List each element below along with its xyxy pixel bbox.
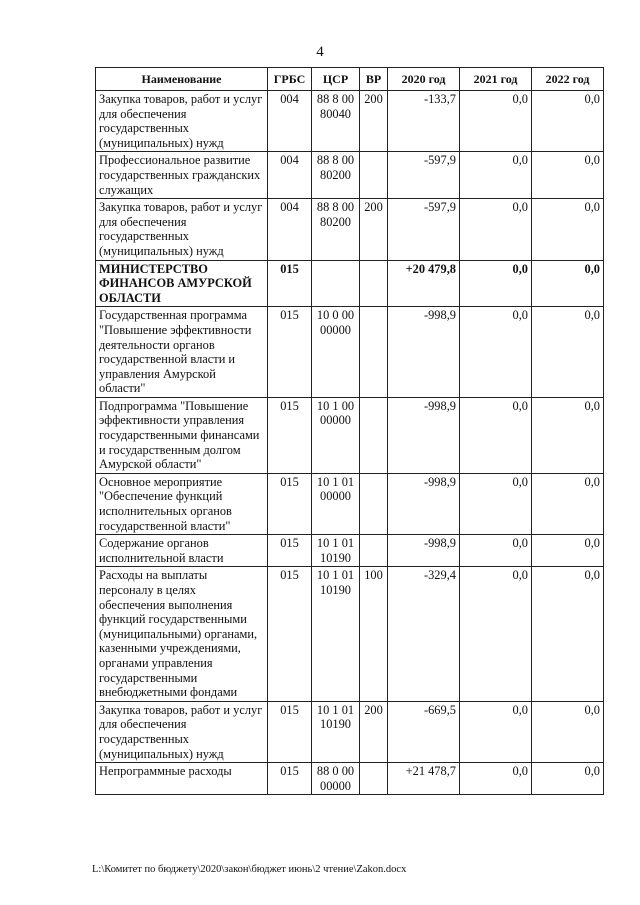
row-2021-cell: 0,0 xyxy=(460,91,532,152)
row-grbs-cell: 015 xyxy=(268,307,312,398)
row-2022-cell: 0,0 xyxy=(532,397,604,473)
row-vr-cell: 200 xyxy=(360,199,388,260)
table-row xyxy=(96,307,604,398)
row-csr-cell: 10 1 01 10190 xyxy=(312,701,360,762)
row-grbs-cell: 015 xyxy=(268,397,312,473)
row-grbs-cell: 015 xyxy=(268,260,312,307)
row-grbs-cell: 015 xyxy=(268,473,312,534)
row-2021-cell: 0,0 xyxy=(460,152,532,199)
table-header-row xyxy=(96,68,604,91)
row-2020-cell: -329,4 xyxy=(388,567,460,701)
row-grbs-cell: 004 xyxy=(268,91,312,152)
row-name-cell: Непрограммные расходы xyxy=(96,763,268,795)
table-row xyxy=(96,535,604,567)
table-row xyxy=(96,397,604,473)
header-2020: 2020 год xyxy=(388,68,460,91)
row-2021-cell: 0,0 xyxy=(460,701,532,762)
row-grbs-cell: 015 xyxy=(268,535,312,567)
row-vr-cell xyxy=(360,763,388,795)
row-csr-cell: 88 8 00 80200 xyxy=(312,199,360,260)
table-row xyxy=(96,91,604,152)
row-csr-cell: 10 1 01 10190 xyxy=(312,535,360,567)
row-vr-cell xyxy=(360,473,388,534)
row-grbs-cell: 015 xyxy=(268,567,312,701)
row-grbs-cell: 004 xyxy=(268,199,312,260)
row-csr-cell: 88 0 00 00000 xyxy=(312,763,360,795)
row-2021-cell: 0,0 xyxy=(460,397,532,473)
header-vr: ВР xyxy=(360,68,388,91)
row-2022-cell: 0,0 xyxy=(532,535,604,567)
row-csr-cell: 88 8 00 80200 xyxy=(312,152,360,199)
row-name-cell: Подпрограмма "Повышение эффективности управления государственными финансами и государственным долгом Амурской области" xyxy=(96,397,268,473)
table-row xyxy=(96,473,604,534)
header-name: Наименование xyxy=(96,68,268,91)
row-2022-cell: 0,0 xyxy=(532,199,604,260)
row-2022-cell: 0,0 xyxy=(532,307,604,398)
header-2022: 2022 год xyxy=(532,68,604,91)
row-csr-cell: 10 1 00 00000 xyxy=(312,397,360,473)
row-2021-cell: 0,0 xyxy=(460,307,532,398)
row-csr-cell: 10 1 01 10190 xyxy=(312,567,360,701)
row-2020-cell: -998,9 xyxy=(388,307,460,398)
table-row xyxy=(96,567,604,701)
row-name-cell: Закупка товаров, работ и услуг для обеспечения государственных (муниципальных) нужд xyxy=(96,701,268,762)
row-2020-cell: -133,7 xyxy=(388,91,460,152)
row-vr-cell xyxy=(360,307,388,398)
row-2021-cell: 0,0 xyxy=(460,473,532,534)
row-name-cell: Профессиональное развитие государственных гражданских служащих xyxy=(96,152,268,199)
row-2022-cell: 0,0 xyxy=(532,91,604,152)
row-vr-cell xyxy=(360,152,388,199)
row-vr-cell: 200 xyxy=(360,91,388,152)
row-name-cell: МИНИСТЕРСТВО ФИНАНСОВ АМУРСКОЙ ОБЛАСТИ xyxy=(96,260,268,307)
row-2020-cell: -998,9 xyxy=(388,473,460,534)
row-name-cell: Расходы на выплаты персоналу в целях обеспечения выполнения функций государственными (муниципальными) органами, казенными учреждениями, органами управления государственными внебюджетными фондами xyxy=(96,567,268,701)
header-csr: ЦСР xyxy=(312,68,360,91)
row-name-cell: Содержание органов исполнительной власти xyxy=(96,535,268,567)
row-vr-cell: 100 xyxy=(360,567,388,701)
row-2022-cell: 0,0 xyxy=(532,260,604,307)
row-csr-cell: 10 1 01 00000 xyxy=(312,473,360,534)
budget-table xyxy=(95,67,604,795)
row-2022-cell: 0,0 xyxy=(532,567,604,701)
row-2021-cell: 0,0 xyxy=(460,199,532,260)
header-2021: 2021 год xyxy=(460,68,532,91)
table-row xyxy=(96,763,604,795)
row-grbs-cell: 015 xyxy=(268,763,312,795)
row-2020-cell: -597,9 xyxy=(388,152,460,199)
row-2022-cell: 0,0 xyxy=(532,763,604,795)
row-2020-cell: -998,9 xyxy=(388,397,460,473)
row-2022-cell: 0,0 xyxy=(532,701,604,762)
header-grbs: ГРБС xyxy=(268,68,312,91)
row-2020-cell: +20 479,8 xyxy=(388,260,460,307)
row-name-cell: Основное мероприятие "Обеспечение функций исполнительных органов государственной власти" xyxy=(96,473,268,534)
row-2022-cell: 0,0 xyxy=(532,473,604,534)
row-vr-cell xyxy=(360,535,388,567)
row-2020-cell: -669,5 xyxy=(388,701,460,762)
row-2021-cell: 0,0 xyxy=(460,535,532,567)
row-csr-cell xyxy=(312,260,360,307)
row-grbs-cell: 004 xyxy=(268,152,312,199)
table-row xyxy=(96,260,604,307)
row-2021-cell: 0,0 xyxy=(460,567,532,701)
row-csr-cell: 10 0 00 00000 xyxy=(312,307,360,398)
row-2021-cell: 0,0 xyxy=(460,763,532,795)
row-vr-cell: 200 xyxy=(360,701,388,762)
row-2021-cell: 0,0 xyxy=(460,260,532,307)
row-csr-cell: 88 8 00 80040 xyxy=(312,91,360,152)
row-vr-cell xyxy=(360,397,388,473)
row-2022-cell: 0,0 xyxy=(532,152,604,199)
table-row xyxy=(96,199,604,260)
row-2020-cell: +21 478,7 xyxy=(388,763,460,795)
file-path-footer: L:\Комитет по бюджету\2020\закон\бюджет июнь\2 чтение\Zakon.docx xyxy=(92,864,407,875)
page-number: 4 xyxy=(316,44,324,60)
row-name-cell: Государственная программа "Повышение эффективности деятельности органов государственной власти и управления Амурской области" xyxy=(96,307,268,398)
row-2020-cell: -597,9 xyxy=(388,199,460,260)
row-2020-cell: -998,9 xyxy=(388,535,460,567)
table-row xyxy=(96,152,604,199)
row-grbs-cell: 015 xyxy=(268,701,312,762)
table-row xyxy=(96,701,604,762)
row-vr-cell xyxy=(360,260,388,307)
row-name-cell: Закупка товаров, работ и услуг для обеспечения государственных (муниципальных) нужд xyxy=(96,199,268,260)
row-name-cell: Закупка товаров, работ и услуг для обеспечения государственных (муниципальных) нужд xyxy=(96,91,268,152)
